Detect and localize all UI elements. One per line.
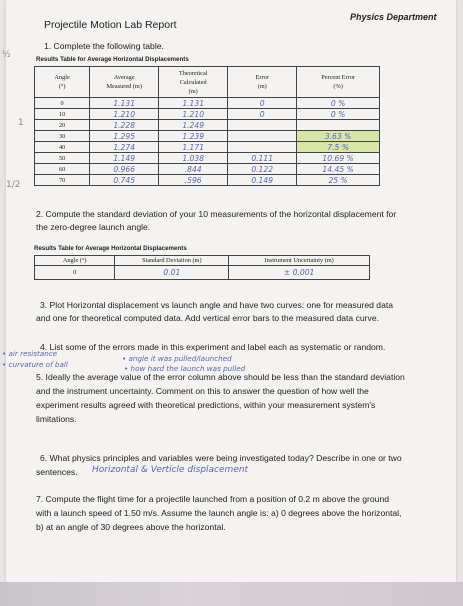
- question-2-line-2: the zero-degree launch angle.: [36, 222, 151, 232]
- answer-4-item: • how hard the launch was pulled: [124, 364, 246, 373]
- table-row: [35, 142, 380, 153]
- theoretical-cell: .844: [159, 164, 228, 175]
- answer-4-item: • angle it was pulled/launched: [122, 354, 232, 363]
- measured-cell: 1.149: [90, 153, 159, 164]
- table-row: [35, 175, 380, 186]
- table-row: [35, 164, 380, 175]
- measured-cell: 1.274: [90, 142, 159, 153]
- angle-cell: 50: [35, 153, 90, 164]
- question-5-line-4: limitations.: [36, 414, 77, 424]
- std-deviation-table: [34, 255, 370, 280]
- angle-cell: 10: [35, 109, 90, 120]
- report-title: Projectile Motion Lab Report: [44, 19, 177, 31]
- question-7-line-1: 7. Compute the flight time for a projectile launched from a position of 0.2 m above the ground: [36, 494, 390, 504]
- question-4-text: 4. List some of the errors made in this experiment and label each as systematic or random.: [40, 342, 386, 352]
- table-row: [35, 109, 380, 120]
- question-6-line-2: sentences.: [36, 467, 78, 477]
- margin-mark: ½: [2, 50, 11, 60]
- question-2-line-1: 2. Compute the standard deviation of your 10 measurements of the horizontal displacement for: [36, 209, 397, 219]
- table-row: [35, 131, 380, 142]
- measured-cell: 0.966: [90, 164, 159, 175]
- error-cell: 0.111: [228, 153, 297, 164]
- percent-cell: 0 %: [297, 98, 380, 109]
- angle-cell: 60: [35, 164, 90, 175]
- margin-mark: 1/2: [6, 180, 21, 190]
- error-cell: 0.149: [228, 175, 297, 186]
- answer-4-item: • air resistance: [2, 349, 58, 358]
- percent-error-unit: (%): [333, 83, 343, 90]
- percent-cell: 10.69 %: [297, 153, 380, 164]
- question-7-line-2: with a launch speed of 1.50 m/s. Assume the launch angle is: a) 0 degrees above the horizontal,: [36, 508, 402, 518]
- table-row: [35, 153, 380, 164]
- theoretical-cell: 1.249: [159, 120, 228, 131]
- percent-error-header: Percent Error: [321, 74, 355, 81]
- error-cell: 0: [228, 109, 297, 120]
- error-cell: 0: [228, 98, 297, 109]
- error-header: Error: [255, 74, 269, 81]
- sd-header: Standard Deviation (m): [115, 256, 229, 266]
- answer-4-item: • curvature of ball: [2, 360, 68, 369]
- table-row: [35, 120, 380, 131]
- angle-cell: 0: [35, 98, 90, 109]
- margin-mark: 1: [18, 118, 24, 128]
- theoretical-header-2: Calculated: [179, 78, 207, 86]
- theoretical-cell: 1.210: [159, 109, 228, 120]
- measured-cell: 1.295: [90, 131, 159, 142]
- percent-cell: 25 %: [297, 175, 380, 186]
- table-2-caption: Results Table for Average Horizontal Displacements: [34, 245, 187, 252]
- question-3-line-2: and one for theoretical computed data. Add vertical error bars to the measured data curve.: [36, 313, 379, 323]
- angle-cell: 40: [35, 142, 90, 153]
- error-cell: [228, 131, 297, 142]
- error-cell: [228, 120, 297, 131]
- question-7-line-3: b) at an angle of 30 degrees above the horizontal.: [36, 522, 226, 532]
- table-row: [35, 98, 380, 109]
- background-strip: [0, 582, 463, 606]
- measured-cell: 1.210: [90, 109, 159, 120]
- table-1-caption: Results Table for Average Horizontal Displacements: [36, 56, 189, 63]
- percent-cell: 7.5 %: [297, 142, 380, 153]
- theoretical-cell: 1.239: [159, 131, 228, 142]
- measured-header: Average: [113, 74, 135, 81]
- table-row: [35, 266, 370, 280]
- angle-header: Angle: [54, 74, 70, 81]
- question-5-line-3: experiment results agreed with theoretical predictions, within your measurement system's: [36, 400, 376, 410]
- measured-cell: 1.131: [90, 98, 159, 109]
- uncertainty-cell: ± 0.001: [229, 266, 370, 280]
- angle-cell: 0: [35, 266, 115, 280]
- question-6-line-1: 6. What physics principles and variables were being investigated today? Describe in one or two: [40, 453, 402, 463]
- angle-cell: 30: [35, 131, 90, 142]
- sd-cell: 0.01: [115, 266, 229, 280]
- table-header-row: [35, 256, 370, 266]
- percent-cell: 14.45 %: [297, 164, 380, 175]
- question-1-text: 1. Complete the following table.: [44, 41, 164, 51]
- measured-unit: Measured (m): [106, 83, 142, 90]
- displacement-table: [34, 66, 380, 186]
- angle-unit: (°): [58, 83, 66, 90]
- theoretical-cell: .596: [159, 175, 228, 186]
- question-5-line-2: and the instrument uncertainty. Comment on this to answer the question of how well the: [36, 386, 369, 396]
- table-header-row: [35, 67, 380, 98]
- measured-cell: 1.228: [90, 120, 159, 131]
- angle-cell: 20: [35, 120, 90, 131]
- theoretical-cell: 1.131: [159, 98, 228, 109]
- measured-cell: 0.745: [90, 175, 159, 186]
- percent-cell: [297, 120, 380, 131]
- answer-6: Horizontal & Verticle displacement: [92, 465, 249, 475]
- question-3-line-1: 3. Plot Horizontal displacement vs launch angle and have two curves: one for measured data: [40, 300, 394, 310]
- percent-cell: 0 %: [297, 109, 380, 120]
- percent-cell: 3.63 %: [297, 131, 380, 142]
- theoretical-cell: 1.171: [159, 142, 228, 153]
- error-unit: (m): [257, 83, 267, 90]
- department-label: Physics Department: [350, 12, 437, 22]
- angle-cell: 70: [35, 175, 90, 186]
- error-cell: [228, 142, 297, 153]
- question-5-line-1: 5. Ideally the average value of the error column above should be less than the standard deviation: [36, 372, 405, 382]
- theoretical-header: Theoretical: [178, 69, 208, 77]
- angle-header: Angle (°): [35, 256, 115, 266]
- theoretical-cell: 1.038: [159, 153, 228, 164]
- error-cell: 0.122: [228, 164, 297, 175]
- uncertainty-header: Instrument Uncertainty (m): [229, 256, 370, 266]
- theoretical-unit: (m): [188, 87, 198, 95]
